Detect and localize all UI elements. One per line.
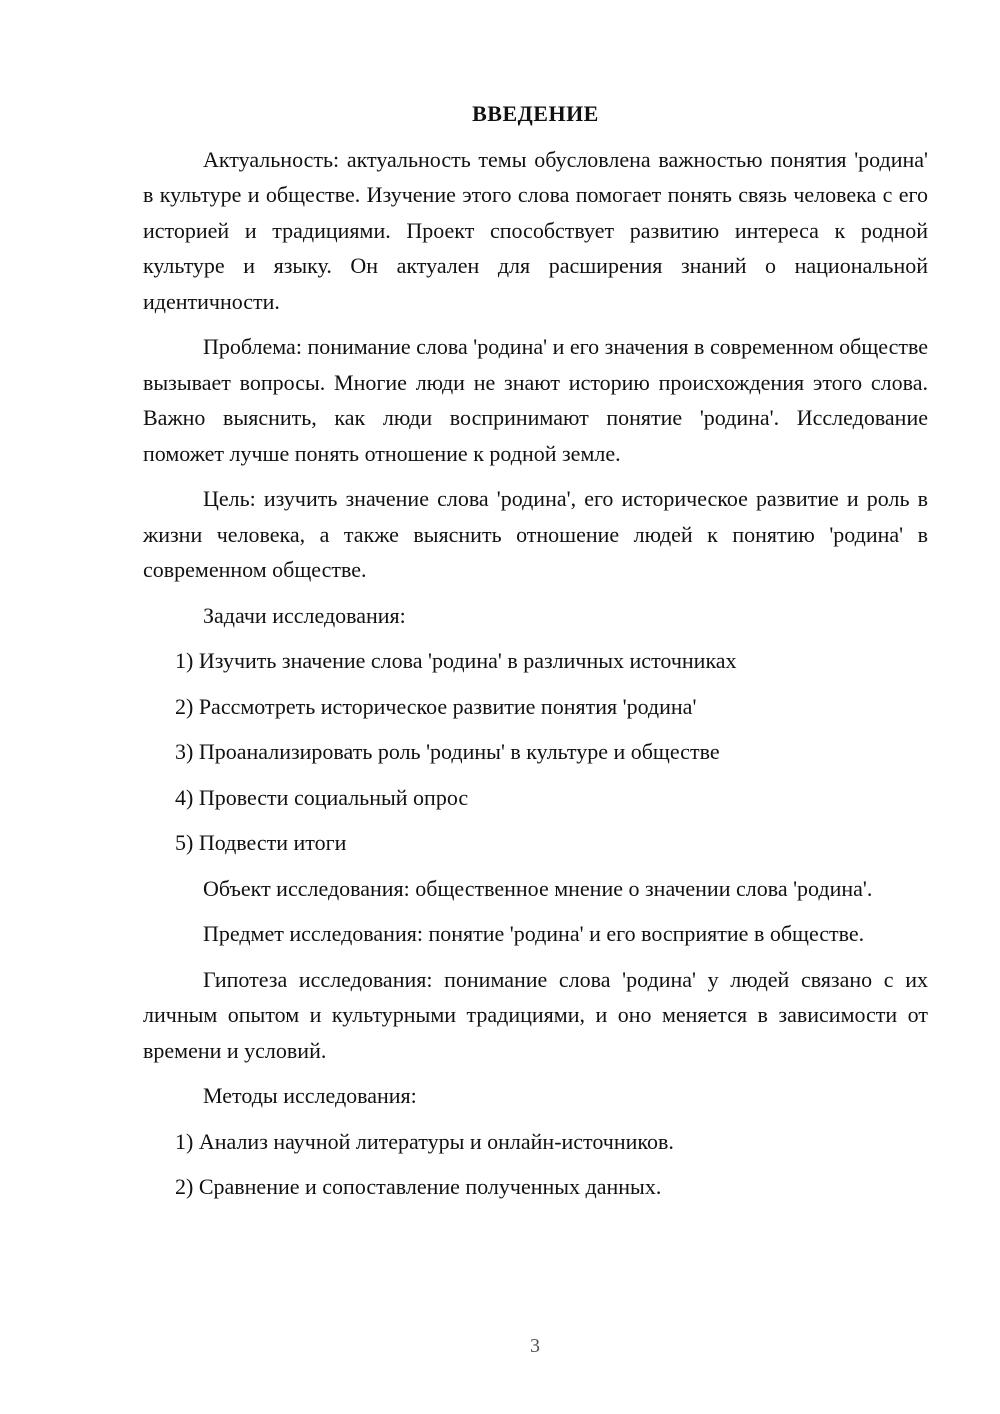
task-item: 4) Провести социальный опрос — [175, 784, 469, 810]
section-title: ВВЕДЕНИЕ — [472, 101, 599, 126]
tasks-heading: Задачи исследования: — [203, 602, 406, 628]
subject-paragraph: Предмет исследования: понятие 'родина' и его восприятие в обществе. — [203, 921, 865, 946]
task-item: 5) Подвести итоги — [175, 830, 347, 855]
document-page — [143, 96, 928, 1215]
method-item: 2) Сравнение и сопоставление полученных данных. — [175, 1174, 662, 1199]
problem-paragraph: Проблема: понимание слова 'родина' и его значения в современном обществе вызывает вопросы. Многие люди не знают историю происхождения этого слова. Важно выяснить, как люди воспринимают понятие 'родина'. Исследование поможет лучше понять отношение к родной земле. — [143, 334, 928, 466]
method-item: 1) Анализ научной литературы и онлайн-источников. — [175, 1128, 674, 1154]
relevance-paragraph: Актуальность: актуальность темы обусловлена важностью понятия 'родина' в культуре и обществе. Изучение этого слова помогает понять связь человека с его историей и традициями. Проект способствует развитию интереса к родной культуре и языку. Он актуален для расширения знаний о национальной идентичности. — [143, 146, 928, 314]
object-paragraph: Объект исследования: общественное мнение о значении слова 'родина'. — [203, 875, 873, 901]
hypothesis-paragraph: Гипотеза исследования: понимание слова 'родина' у людей связано с их личным опытом и культурными традициями, и оно меняется в зависимости от времени и условий. — [143, 966, 928, 1063]
page-number: 3 — [530, 1335, 540, 1357]
task-item: 2) Рассмотреть историческое развитие понятия 'родина' — [175, 693, 697, 719]
task-item: 1) Изучить значение слова 'родина' в различных источниках — [175, 648, 737, 673]
methods-heading: Методы исследования: — [203, 1083, 417, 1108]
task-item: 3) Проанализировать роль 'родины' в культуре и обществе — [175, 739, 720, 764]
goal-paragraph: Цель: изучить значение слова 'родина', его историческое развитие и роль в жизни человека, а также выяснить отношение людей к понятию 'родина' в современном обществе. — [143, 486, 928, 582]
